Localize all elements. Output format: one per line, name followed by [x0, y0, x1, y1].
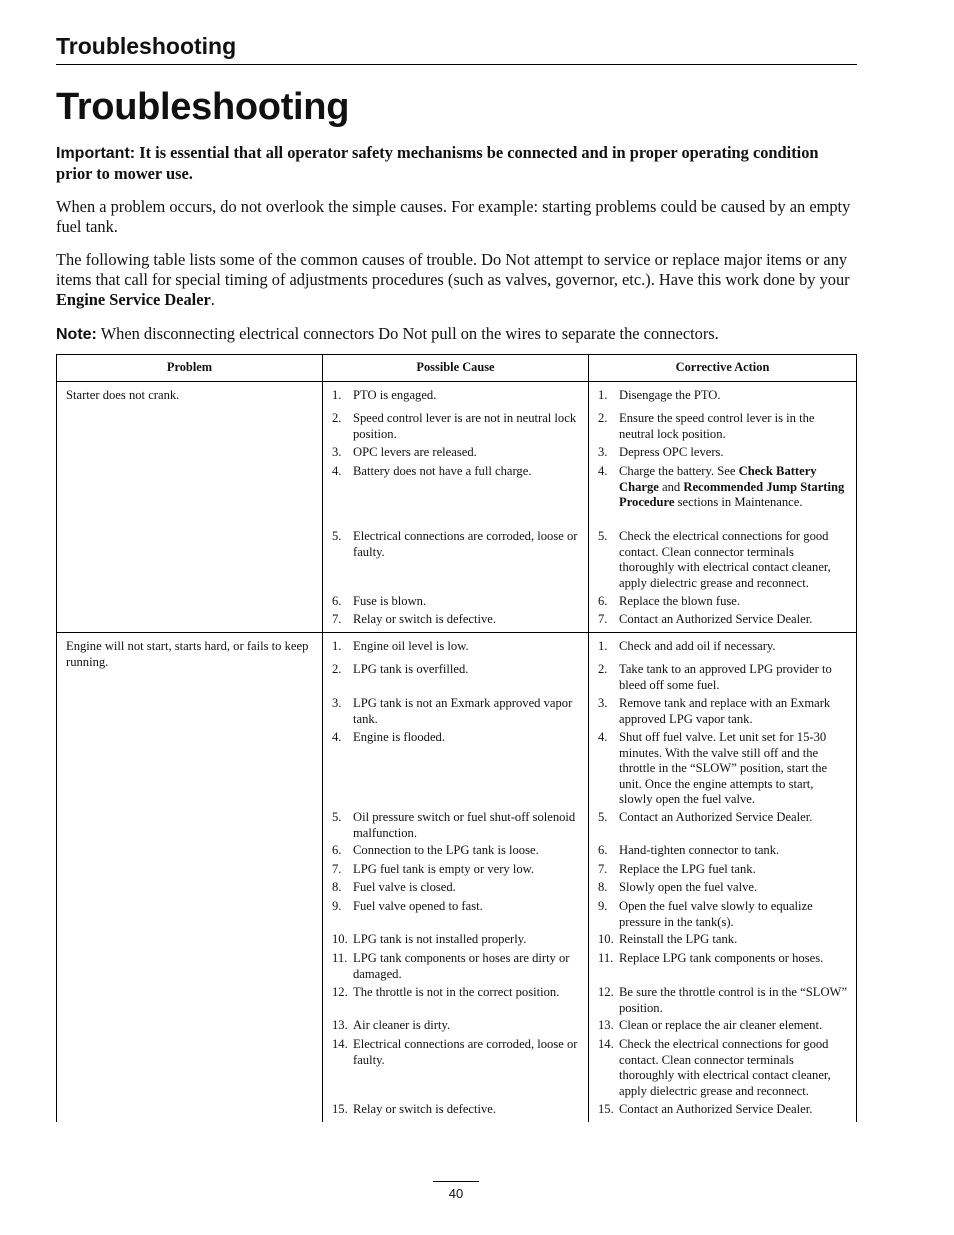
- cause-text: The throttle is not in the correct position.: [353, 985, 560, 999]
- action-number: 7.: [598, 612, 608, 626]
- cause-item: [332, 730, 582, 810]
- table-intro-paragraph: [56, 250, 856, 310]
- action-number: 5.: [598, 810, 608, 824]
- cause-number: 2.: [332, 411, 342, 425]
- cause-text: Connection to the LPG tank is loose.: [353, 843, 539, 857]
- action-text: Disengage the PTO.: [619, 388, 721, 402]
- action-item: [598, 899, 850, 932]
- action-text: Check the electrical connections for good contact. Clean connector terminals thoroughly with electrical contact cleaner, apply dielectric grease and reconnect.: [619, 529, 831, 590]
- troubleshooting-table: [56, 354, 857, 1122]
- cause-number: 6.: [332, 843, 342, 857]
- action-text: Check and add oil if necessary.: [619, 639, 776, 653]
- action-item: [598, 445, 850, 464]
- cause-item: [332, 662, 582, 696]
- cause-text: OPC levers are released.: [353, 445, 477, 459]
- action-text-part: Charge the battery. See: [619, 464, 739, 478]
- action-item: [598, 862, 850, 880]
- action-text: Depress OPC levers.: [619, 445, 724, 459]
- intro-paragraph: When a problem occurs, do not overlook the simple causes. For example: starting problems could be caused by an empty fuel tank.: [56, 197, 851, 236]
- action-text: Clean or replace the air cleaner element.: [619, 1018, 823, 1032]
- cause-text: Oil pressure switch or fuel shut-off solenoid malfunction.: [353, 810, 576, 840]
- action-item: [598, 985, 850, 1018]
- action-item: [598, 932, 850, 951]
- cause-text: Air cleaner is dirty.: [353, 1018, 451, 1032]
- page-number-rule: [433, 1181, 479, 1182]
- cause-item: [332, 445, 582, 464]
- header-possible-cause: Possible Cause: [323, 355, 589, 382]
- cause-item: [332, 639, 582, 662]
- action-number: 1.: [598, 388, 608, 402]
- action-text: Contact an Authorized Service Dealer.: [619, 810, 813, 824]
- action-text: Contact an Authorized Service Dealer.: [619, 612, 813, 626]
- action-number: 6.: [598, 594, 608, 608]
- action-item: [598, 464, 850, 529]
- cause-item: [332, 1018, 582, 1037]
- action-item: [598, 810, 850, 843]
- cause-item: [332, 612, 582, 628]
- action-number: 8.: [598, 880, 608, 894]
- cause-item: [332, 862, 582, 880]
- header-rule: [56, 64, 857, 65]
- cause-item: [332, 529, 582, 594]
- note-paragraph: [56, 324, 856, 345]
- cause-number: 3.: [332, 696, 342, 710]
- action-item: [598, 411, 850, 445]
- cause-number: 15.: [332, 1102, 348, 1116]
- important-paragraph: [56, 143, 856, 184]
- action-number: 15.: [598, 1102, 614, 1116]
- cause-item: [332, 464, 582, 529]
- action-text: Slowly open the fuel valve.: [619, 880, 758, 894]
- page-number: 40: [448, 1186, 464, 1201]
- table-section-row: [57, 633, 857, 1123]
- action-item: [598, 612, 850, 628]
- table-intro-period: .: [210, 290, 215, 309]
- action-number: 14.: [598, 1037, 614, 1051]
- cause-item: [332, 1102, 582, 1118]
- action-item: [598, 1018, 850, 1037]
- action-item: [598, 388, 850, 411]
- page-title: Troubleshooting: [56, 86, 350, 128]
- action-text: Remove tank and replace with an Exmark approved LPG vapor tank.: [619, 696, 831, 726]
- action-text: Reinstall the LPG tank.: [619, 932, 738, 946]
- action-number: 13.: [598, 1018, 614, 1032]
- action-number: 12.: [598, 985, 614, 999]
- note-text: When disconnecting electrical connectors Do Not pull on the wires to separate the connectors.: [100, 324, 719, 343]
- cause-text: LPG tank is overfilled.: [353, 662, 469, 676]
- cause-number: 7.: [332, 862, 342, 876]
- cause-text: LPG tank is not installed properly.: [353, 932, 527, 946]
- cause-number: 3.: [332, 445, 342, 459]
- cause-text: LPG tank is not an Exmark approved vapor tank.: [353, 696, 573, 726]
- action-item: [598, 880, 850, 899]
- action-item: [598, 662, 850, 696]
- important-text: It is essential that all operator safety mechanisms be connected and in proper operating condition prior to mower use.: [56, 143, 819, 183]
- action-text: Ensure the speed control lever is in the neutral lock position.: [619, 411, 815, 441]
- cause-number: 11.: [332, 951, 348, 965]
- action-number: 6.: [598, 843, 608, 857]
- action-number: 4.: [598, 730, 608, 744]
- action-number: 5.: [598, 529, 608, 543]
- cause-number: 1.: [332, 388, 342, 402]
- cause-number: 1.: [332, 639, 342, 653]
- action-number: 2.: [598, 411, 608, 425]
- action-number: 9.: [598, 899, 608, 913]
- action-text: Replace LPG tank components or hoses.: [619, 951, 824, 965]
- note-label: Note:: [56, 326, 97, 343]
- cause-text: Fuel valve is closed.: [353, 880, 456, 894]
- action-item: [598, 696, 850, 730]
- cause-text: Relay or switch is defective.: [353, 1102, 497, 1116]
- cause-item: [332, 932, 582, 951]
- cause-text: Battery does not have a full charge.: [353, 464, 532, 478]
- cause-text: LPG fuel tank is empty or very low.: [353, 862, 535, 876]
- cause-number: 6.: [332, 594, 342, 608]
- cause-text: Speed control lever is are not in neutral lock position.: [353, 411, 577, 441]
- cause-number: 13.: [332, 1018, 348, 1032]
- cause-item: [332, 985, 582, 1018]
- cause-item: [332, 951, 582, 985]
- cause-number: 14.: [332, 1037, 348, 1051]
- action-number: 7.: [598, 862, 608, 876]
- action-bold-reference: Recommended Jump Starting Procedure: [619, 479, 845, 509]
- action-text-part: and: [658, 479, 684, 494]
- cause-item: [332, 696, 582, 730]
- cause-number: 12.: [332, 985, 348, 999]
- action-text: Replace the LPG fuel tank.: [619, 862, 756, 876]
- table-section-row: [57, 382, 857, 633]
- action-text: Hand-tighten connector to tank.: [619, 843, 780, 857]
- action-item: [598, 639, 850, 662]
- action-text: Open the fuel valve slowly to equalize pressure in the tank(s).: [619, 899, 813, 929]
- possible-cause-cell: [323, 382, 589, 633]
- action-number: 1.: [598, 639, 608, 653]
- action-text: [619, 464, 850, 529]
- cause-text: LPG tank components or hoses are dirty or damaged.: [353, 951, 570, 981]
- table-header-row: [57, 355, 857, 382]
- cause-text: Engine oil level is low.: [353, 639, 469, 653]
- action-number: 4.: [598, 464, 608, 478]
- corrective-action-cell: [589, 633, 857, 1123]
- possible-cause-cell: [323, 633, 589, 1123]
- action-item: [598, 951, 850, 985]
- cause-number: 4.: [332, 730, 342, 744]
- cause-number: 10.: [332, 932, 348, 946]
- action-item: [598, 529, 850, 594]
- action-text-part: sections in Maintenance.: [674, 495, 803, 509]
- action-text: Contact an Authorized Service Dealer.: [619, 1102, 813, 1116]
- cause-item: [332, 594, 582, 612]
- running-header-title: Troubleshooting: [56, 33, 237, 59]
- cause-number: 4.: [332, 464, 342, 478]
- action-item: [598, 730, 850, 810]
- problem-cell: Engine will not start, starts hard, or fails to keep running.: [57, 633, 323, 1123]
- table-intro-text: The following table lists some of the common causes of trouble. Do Not attempt to service or replace major items or any items that call for special timing of adjustments procedures (such as valves, governor, etc.). Have this work done by your: [56, 250, 850, 289]
- action-item: [598, 1102, 850, 1118]
- action-bold-reference: Check Battery Charge: [619, 464, 817, 494]
- action-item: [598, 843, 850, 862]
- cause-text: Engine is flooded.: [353, 730, 445, 744]
- action-text: Be sure the throttle control is in the “SLOW” position.: [619, 985, 848, 1015]
- cause-number: 8.: [332, 880, 342, 894]
- action-number: 2.: [598, 662, 608, 676]
- action-number: 11.: [598, 951, 614, 965]
- header-problem: Problem: [57, 355, 323, 382]
- cause-item: [332, 880, 582, 899]
- cause-number: 5.: [332, 529, 342, 543]
- action-number: 3.: [598, 445, 608, 459]
- problem-cell: Starter does not crank.: [57, 382, 323, 633]
- action-text: Replace the blown fuse.: [619, 594, 740, 608]
- cause-number: 9.: [332, 899, 342, 913]
- action-text: Take tank to an approved LPG provider to bleed off some fuel.: [619, 662, 832, 692]
- cause-number: 7.: [332, 612, 342, 626]
- corrective-action-cell: [589, 382, 857, 633]
- cause-text: Electrical connections are corroded, loose or faulty.: [353, 529, 578, 559]
- action-text: Check the electrical connections for good contact. Clean connector terminals thoroughly with electrical contact cleaner, apply dielectric grease and reconnect.: [619, 1037, 831, 1098]
- cause-item: [332, 1037, 582, 1102]
- cause-item: [332, 899, 582, 932]
- important-label: Important:: [56, 145, 136, 162]
- cause-item: [332, 388, 582, 411]
- action-item: [598, 1037, 850, 1102]
- cause-item: [332, 843, 582, 862]
- header-corrective-action: Corrective Action: [589, 355, 857, 382]
- cause-item: [332, 810, 582, 843]
- cause-text: PTO is engaged.: [353, 388, 437, 402]
- cause-text: Fuse is blown.: [353, 594, 427, 608]
- action-text: Shut off fuel valve. Let unit set for 15-30 minutes. With the valve still off and the throttle in the “SLOW” position, start the unit. Once the engine attempts to start, slowly open the fuel valve.: [619, 730, 828, 806]
- action-number: 10.: [598, 932, 614, 946]
- cause-number: 5.: [332, 810, 342, 824]
- cause-number: 2.: [332, 662, 342, 676]
- cause-text: Relay or switch is defective.: [353, 612, 497, 626]
- action-number: 3.: [598, 696, 608, 710]
- engine-service-dealer-text: Engine Service Dealer: [56, 290, 211, 309]
- cause-text: Electrical connections are corroded, loose or faulty.: [353, 1037, 578, 1067]
- cause-item: [332, 411, 582, 445]
- cause-text: Fuel valve opened to fast.: [353, 899, 483, 913]
- action-item: [598, 594, 850, 612]
